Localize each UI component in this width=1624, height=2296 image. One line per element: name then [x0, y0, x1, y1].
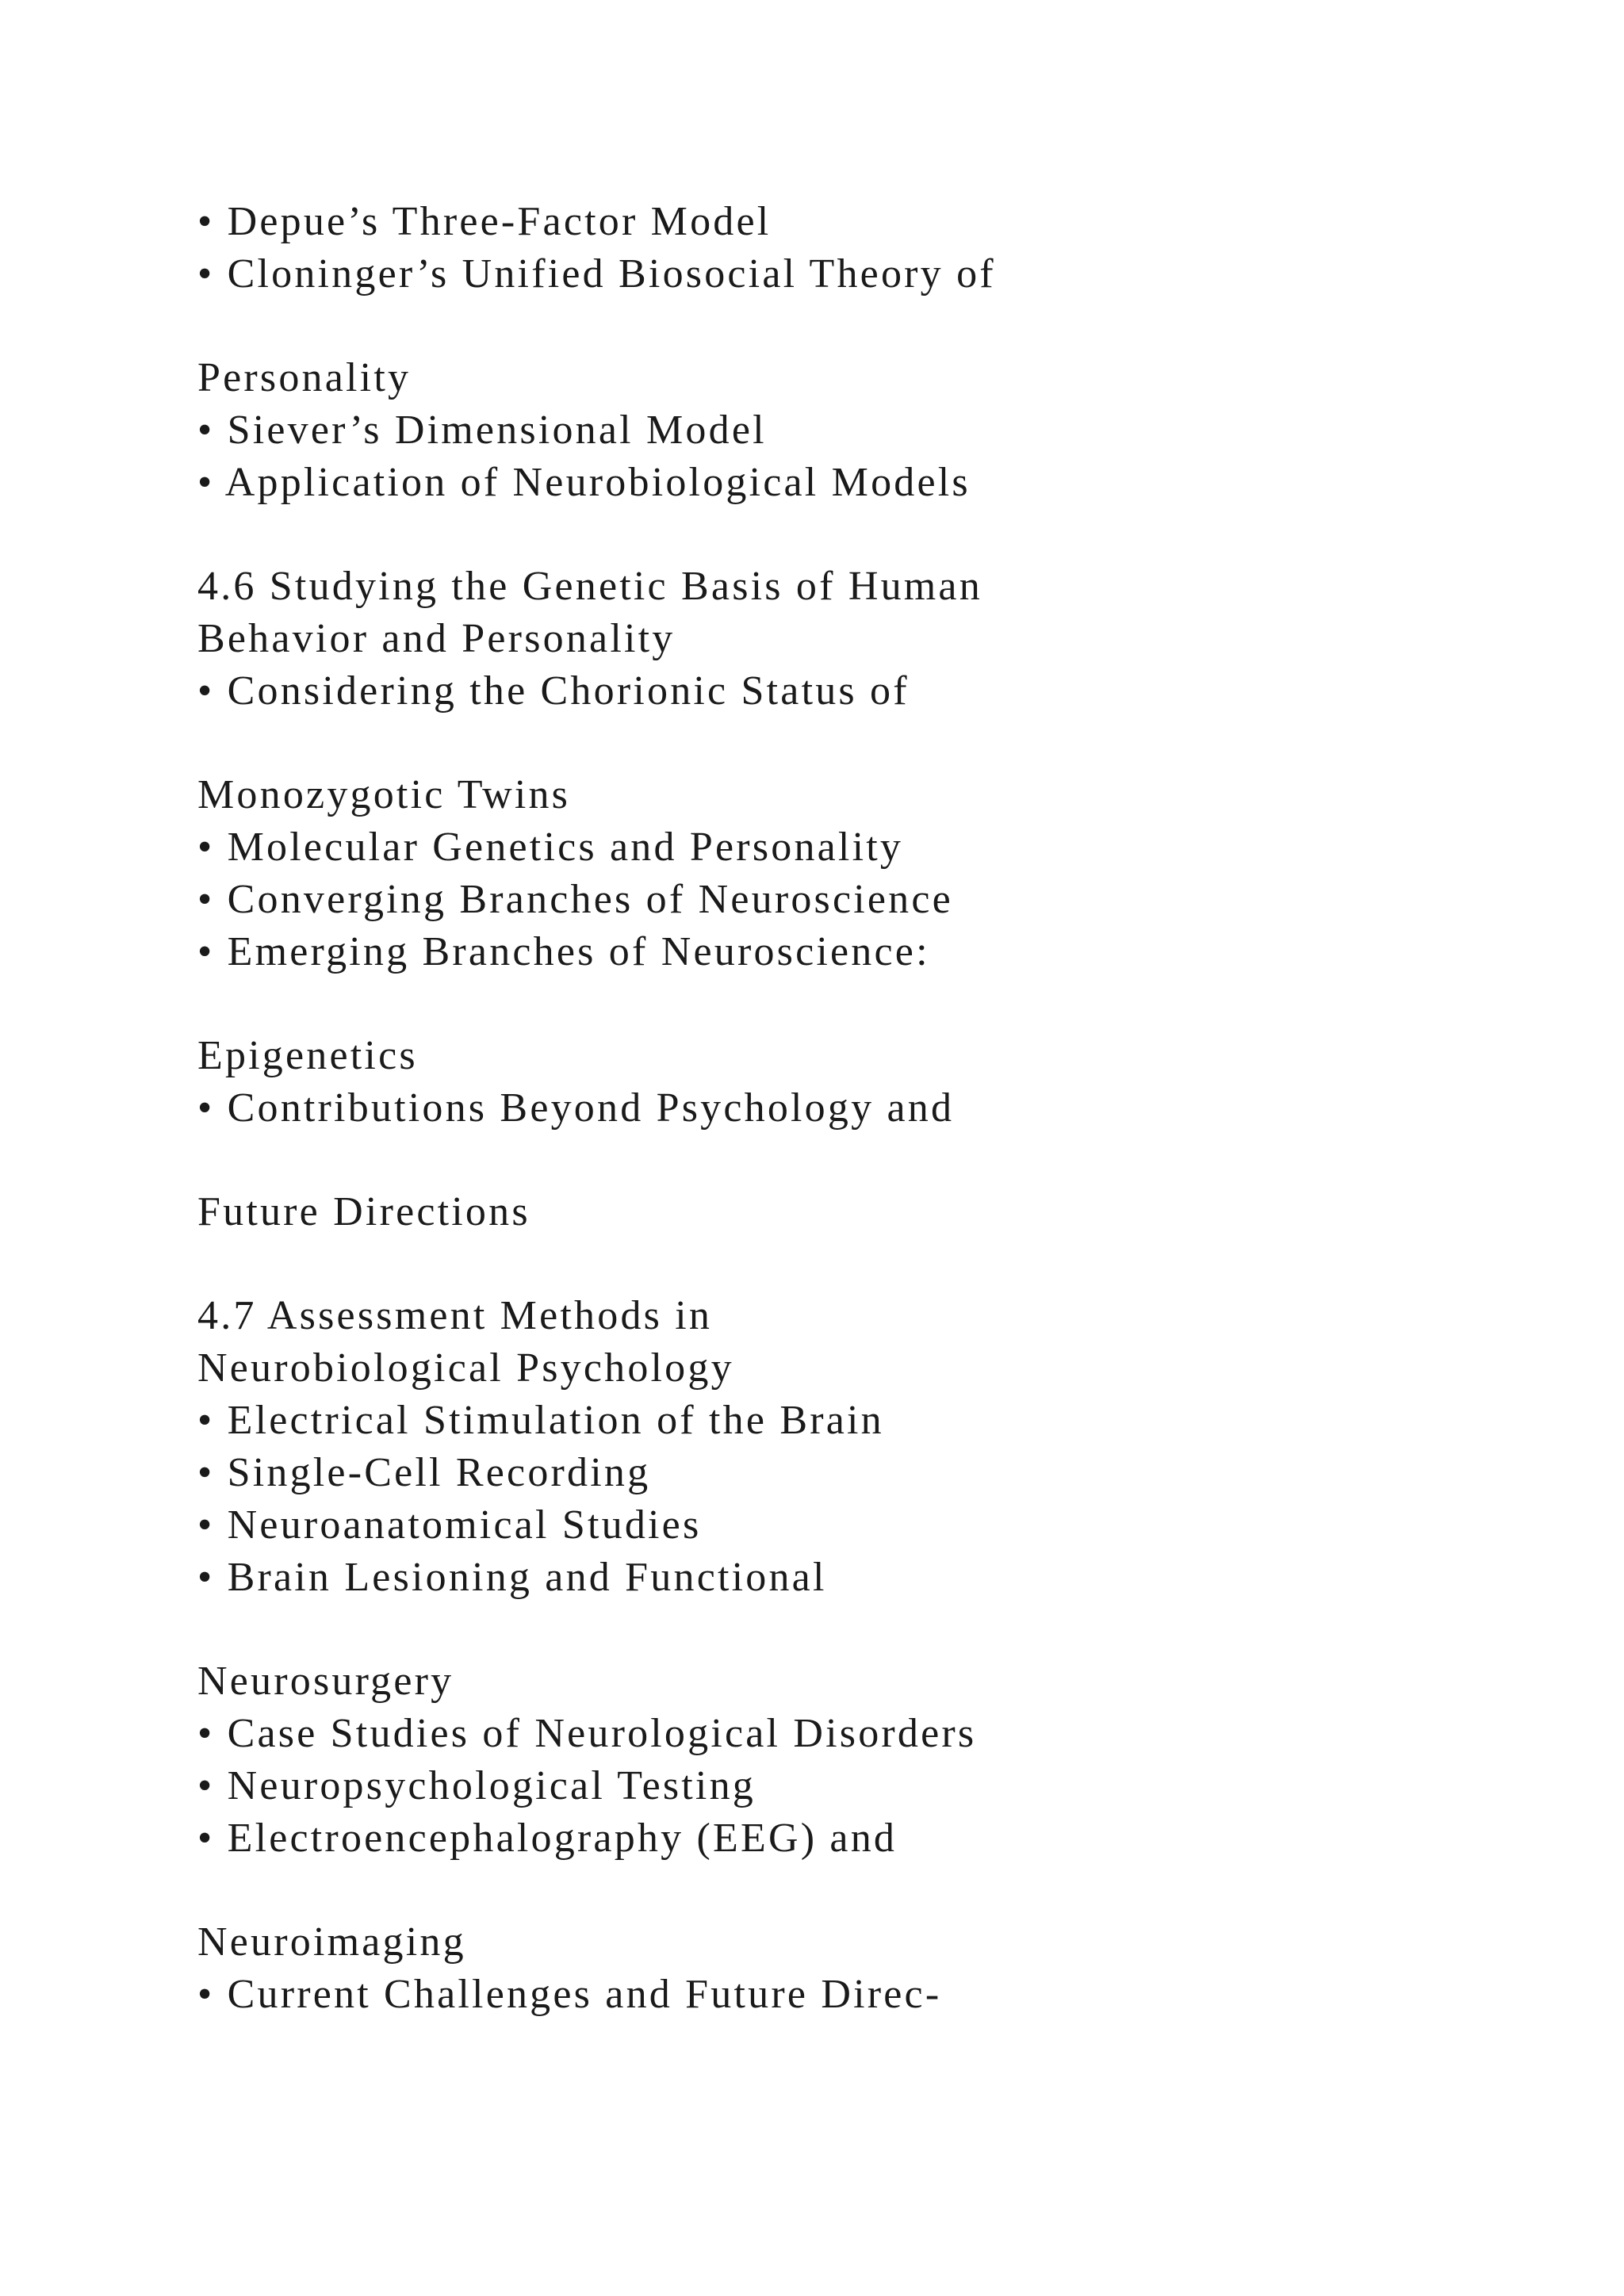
text-line-application: • Application of Neurobiological Models: [197, 460, 971, 505]
text-line-siever: • Siever’s Dimensional Model: [197, 408, 767, 453]
text-line-electrical: • Electrical Stimulation of the Brain: [197, 1398, 884, 1443]
text-line-neurosurgery: Neurosurgery: [197, 1659, 454, 1704]
text-line-molecular: • Molecular Genetics and Personality: [197, 825, 904, 870]
text-line-epigenetics: Epigenetics: [197, 1033, 418, 1078]
text-line-depue: • Depue’s Three-Factor Model: [197, 199, 772, 244]
text-line-contributions: • Contributions Beyond Psychology and: [197, 1085, 955, 1131]
section-heading-4-6: 4.6 Studying the Genetic Basis of Human: [197, 564, 982, 609]
text-line-neuroanatomical: • Neuroanatomical Studies: [197, 1502, 702, 1548]
section-heading-4-7: 4.7 Assessment Methods in: [197, 1293, 713, 1338]
text-line-current-challenges: • Current Challenges and Future Direc-: [197, 1972, 942, 2017]
text-line-neuropsych-testing: • Neuropsychological Testing: [197, 1763, 756, 1808]
text-line-monozygotic: Monozygotic Twins: [197, 772, 571, 817]
text-line-eeg: • Electroencephalography (EEG) and: [197, 1816, 898, 1861]
text-line-cloninger: • Cloninger’s Unified Biosocial Theory of: [197, 251, 996, 297]
section-heading-4-7-cont: Neurobiological Psychology: [197, 1345, 734, 1391]
text-line-chorionic: • Considering the Chorionic Status of: [197, 668, 910, 714]
section-heading-4-6-cont: Behavior and Personality: [197, 616, 676, 661]
text-line-single-cell: • Single-Cell Recording: [197, 1450, 651, 1495]
text-line-neuroimaging: Neuroimaging: [197, 1919, 466, 1965]
text-line-future-directions: Future Directions: [197, 1189, 530, 1234]
text-line-personality: Personality: [197, 355, 412, 400]
text-line-emerging: • Emerging Branches of Neuroscience:: [197, 929, 930, 974]
text-line-lesioning: • Brain Lesioning and Functional: [197, 1555, 827, 1600]
text-line-case-studies: • Case Studies of Neurological Disorders: [197, 1711, 977, 1756]
text-line-converging: • Converging Branches of Neuroscience: [197, 877, 953, 922]
